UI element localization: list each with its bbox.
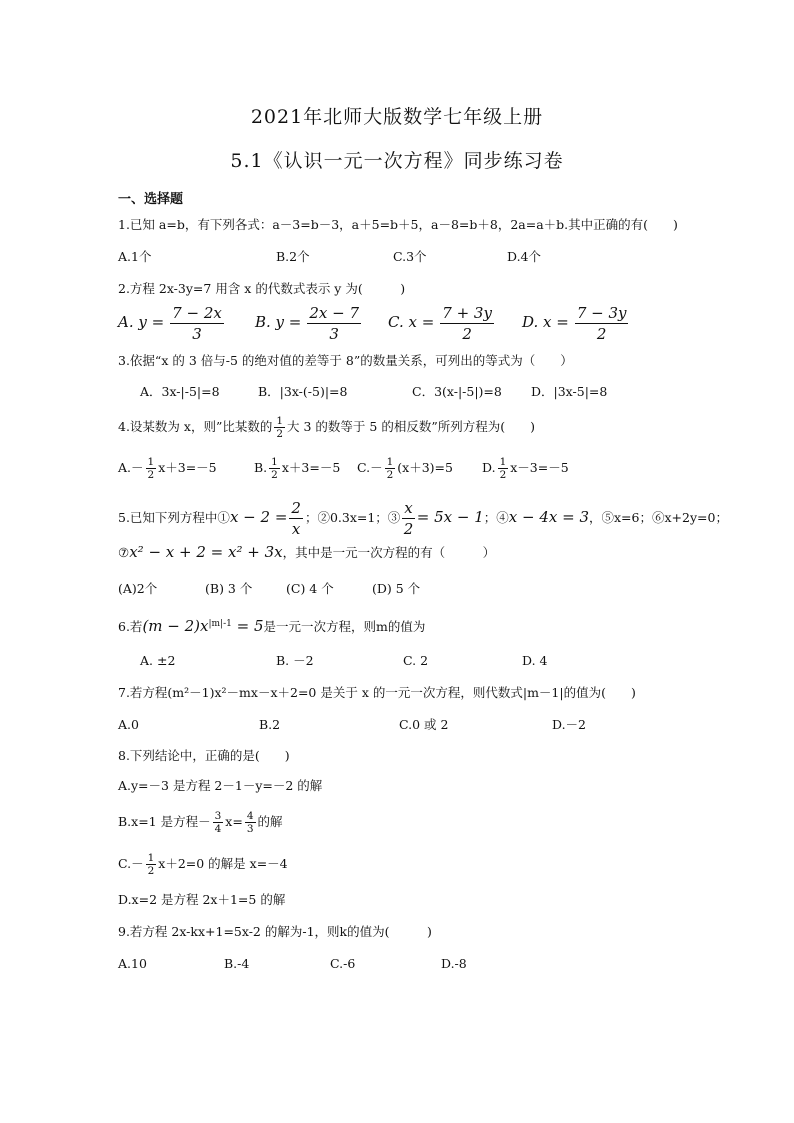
question-5-option-b: (B) 3 个 — [205, 581, 253, 596]
question-2-option-d — [522, 303, 630, 344]
question-3-stem: 3.依据“x 的 3 倍与-5 的绝对值的差等于 8”的数量关系，可列出的等式为（ ） — [118, 353, 573, 368]
fraction: $\frac{x}{2}$ — [403, 499, 414, 538]
question-4-option-d: D. $\frac{1}{2}$ x－3=－5 — [482, 456, 569, 481]
question-5-option-d: (D) 5 个 — [372, 581, 421, 596]
question-6-option-d: D. 4 — [522, 653, 548, 668]
fraction: $\frac{1}{2}$ — [271, 456, 278, 481]
question-1-option-c: C.3个 — [393, 249, 427, 264]
worksheet-title: 2021年北师大版数学七年级上册 — [250, 106, 544, 128]
question-6-option-c: C. 2 — [403, 653, 429, 668]
option-label: D. x = — [522, 313, 569, 331]
question-4-stem: 4.设某数为 x，则”比某数的 $\frac{1}{2}$ 大 3 的数等于 5 的相反数”所列方程为( ) — [118, 415, 535, 440]
question-1-option-a: A.1个 — [118, 249, 152, 264]
question-2-option-a — [118, 303, 226, 344]
fraction: $\frac{3}{4}$ — [214, 810, 222, 835]
option-label: A. y = — [118, 313, 165, 331]
question-9-option-a: A.10 — [118, 956, 147, 971]
question-5-option-a: (A)2个 — [118, 581, 158, 596]
fraction: $\frac{1}{2}$ — [276, 415, 284, 440]
question-9-option-d: D.-8 — [441, 956, 467, 971]
question-7-stem: 7.若方程(m²－1)x²－mx－x＋2=0 是关于 x 的一元一次方程，则代数式|m－1|的值为( ) — [118, 685, 636, 700]
fraction: $\frac{4}{3}$ — [246, 810, 254, 835]
question-5-stem-cont: ⑦x² − x + 2 = x² + 3x，其中是一元一次方程的有（ ） — [118, 543, 496, 561]
section-heading: 一、选择题 — [118, 192, 184, 207]
fraction: $\frac{2}{x}$ — [291, 499, 301, 538]
question-7-option-a: A.0 — [118, 717, 139, 732]
question-8-option-b: B.x=1 是方程－ $\frac{3}{4}$ x= $\frac{4}{3}$ 的解 — [118, 810, 283, 835]
worksheet-subtitle: 5.1《认识一元一次方程》同步练习卷 — [230, 150, 564, 172]
question-2-option-b — [255, 303, 363, 344]
fraction: $\frac{2x - 7}{3}$ — [309, 304, 360, 343]
fraction: $\frac{1}{2}$ — [147, 852, 155, 877]
question-8-stem: 8.下列结论中，正确的是( ) — [118, 748, 290, 763]
question-8-option-d: D.x=2 是方程 2x＋1=5 的解 — [118, 892, 286, 907]
question-2-option-c — [388, 303, 496, 344]
question-1-option-b: B.2个 — [276, 249, 310, 264]
question-7-option-c: C.0 或 2 — [399, 717, 449, 732]
option-label: C. x = — [388, 313, 435, 331]
question-6-stem: 6.若$(m - 2)x^{|m|-1} = 5$是一元一次方程，则m的值为 — [118, 617, 426, 636]
question-4-option-c: C.－ $\frac{1}{2}$ (x＋3)=5 — [357, 456, 453, 481]
fraction: $\frac{1}{2}$ — [147, 456, 155, 481]
fraction: $\frac{7 + 3y}{2}$ — [442, 304, 492, 343]
question-5-option-c: (C) 4 个 — [286, 581, 334, 596]
option-label: B. y = — [255, 313, 302, 331]
question-8-option-a: A.y=－3 是方程 2－1－y=－2 的解 — [118, 778, 323, 793]
question-1-option-d: D.4个 — [507, 249, 542, 264]
question-9-stem: 9.若方程 2x-kx+1=5x-2 的解为-1，则k的值为( ) — [118, 924, 432, 939]
question-6-option-b: B. －2 — [276, 653, 314, 668]
question-4-option-a: A.－ $\frac{1}{2}$ x＋3=－5 — [118, 456, 217, 481]
question-4-option-b: B. $\frac{1}{2}$ x＋3=－5 — [254, 456, 341, 481]
question-7-option-b: B.2 — [259, 717, 281, 732]
question-6-option-a: A. ±2 — [140, 653, 176, 668]
question-8-option-c: C.－ $\frac{1}{2}$ x＋2=0 的解是 x=－4 — [118, 852, 288, 877]
fraction: $\frac{7 - 2x}{3}$ — [172, 304, 222, 343]
question-9-option-b: B.-4 — [224, 956, 250, 971]
question-3-option-a: A．3x-|-5|=8 — [140, 384, 220, 399]
question-2-stem: 2.方程 2x-3y=7 用含 x 的代数式表示 y 为( ) — [118, 281, 406, 296]
question-1-stem: 1.已知 a=b，有下列各式：a－3=b－3，a＋5=b＋5，a－8=b＋8，2a=a＋b.其中正确的有( ) — [118, 217, 678, 232]
question-5-stem: 5.已知下列方程中①x − 2 = $\frac{2}{x}$ ；②0.3x=1；③ $\frac{x}{2}$ = 5x − 1；④x − 4x = 3，⑤x=6；⑥x+2y=0； — [118, 499, 728, 538]
question-9-option-c: C.-6 — [330, 956, 356, 971]
fraction: $\frac{1}{2}$ — [386, 456, 394, 481]
question-3-option-d: D．|3x-5|=8 — [531, 384, 608, 399]
question-3-option-b: B．|3x-(-5)|=8 — [258, 384, 348, 399]
question-7-option-d: D.－2 — [552, 717, 587, 732]
fraction: $\frac{7 - 3y}{2}$ — [576, 304, 627, 343]
question-3-option-c: C．3(x-|-5|)=8 — [412, 384, 502, 399]
fraction: $\frac{1}{2}$ — [499, 456, 507, 481]
